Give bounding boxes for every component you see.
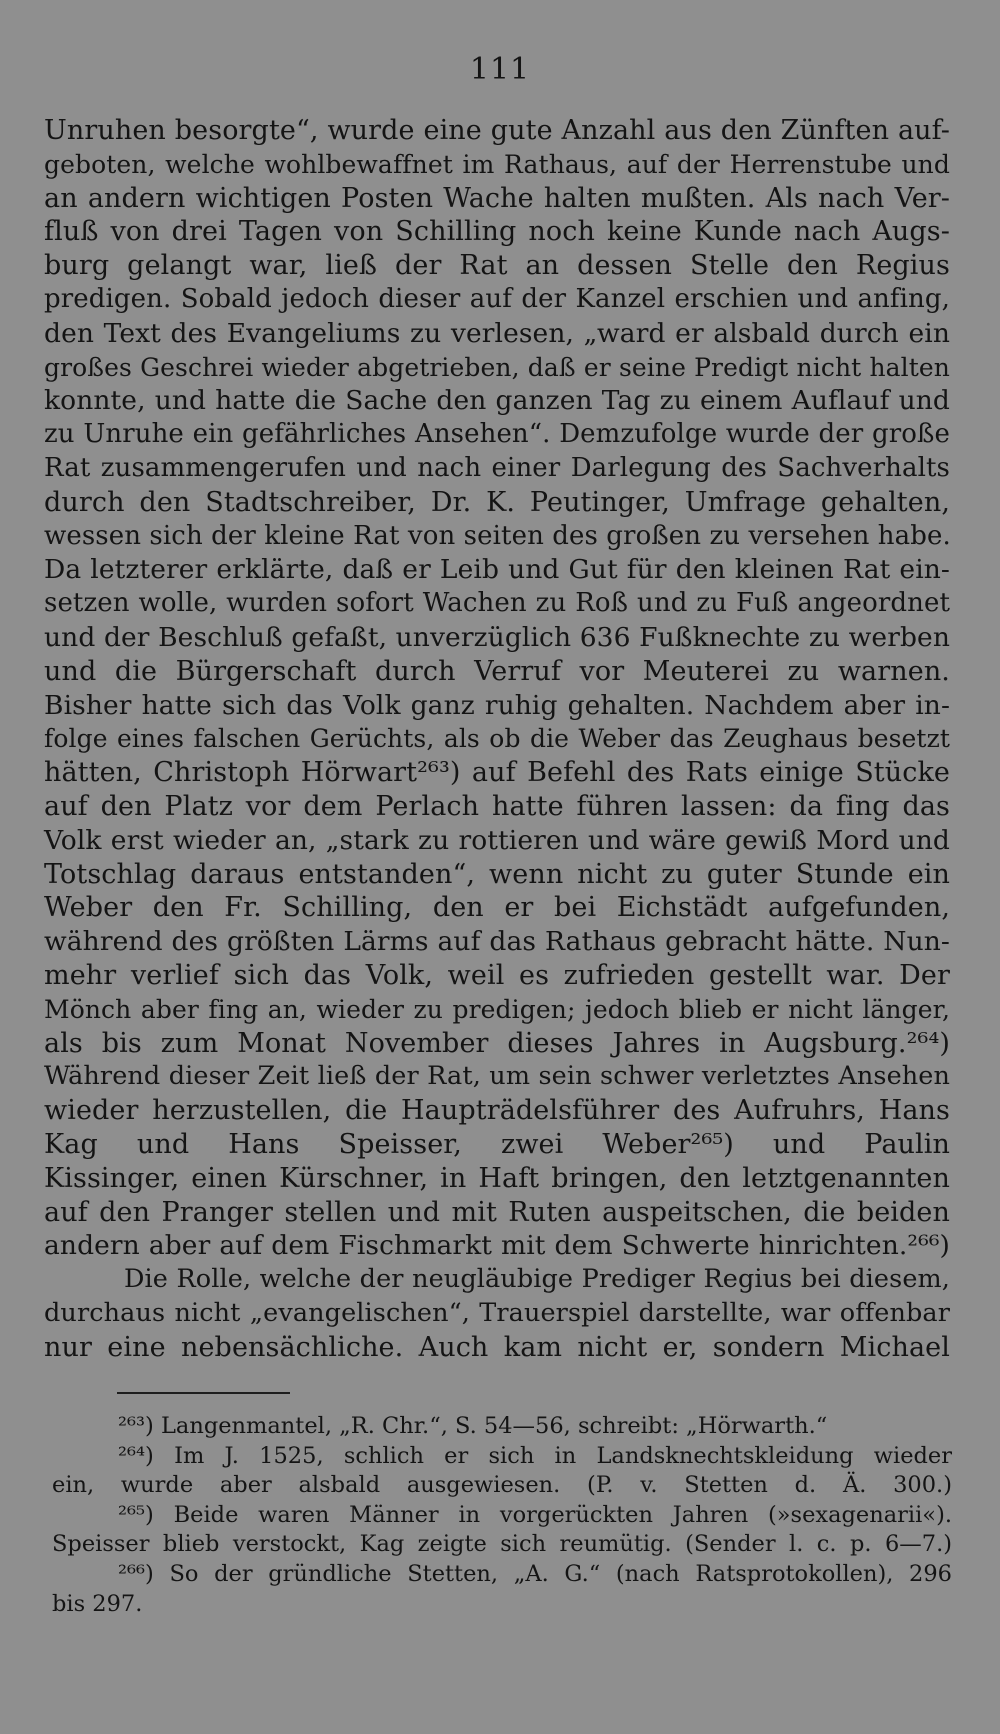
text-line: wessen sich der kleine Rat von seiten des großen zu versehen habe. [44,520,951,551]
main-text [44,114,950,1364]
text-line: als bis zum Monat November dieses Jahres in Augsburg.²⁶⁴) [44,1027,950,1059]
text-line: großes Geschrei wieder abgetrieben, daß er seine Predigt nicht halten [44,352,950,382]
footnote-line: ²⁶⁶) So der gründliche Stetten, „A. G.“ (nach Ratsprotokollen), 296 [118,1560,952,1587]
text-line: Da letzterer erklärte, daß er Leib und Gut für den kleinen Rat ein- [44,554,950,586]
text-line: Weber den Fr. Schilling, den er bei Eichstädt aufgefunden, [44,892,950,924]
text-line: setzen wolle, wurden sofort Wachen zu Roß und zu Fuß angeordnet [44,588,950,619]
page-number: 111 [469,52,531,87]
text-line: Rat zusammengerufen und nach einer Darlegung des Sachverhalts [44,452,950,483]
footnote-separator [117,1392,290,1394]
text-line: predigen. Sobald jedoch dieser auf der Kanzel erschien und anfing, [44,283,950,314]
text-line: an andern wichtigen Posten Wache halten mußten. Als nach Ver- [44,182,950,214]
text-line: hätten, Christoph Hörwart²⁶³) auf Befehl des Rats einige Stücke [44,757,950,789]
footnote-line: ²⁶³) Langenmantel, „R. Chr.“, S. 54—56, schreibt: „Hörwarth.“ [118,1413,828,1439]
text-line: Bisher hatte sich das Volk ganz ruhig gehalten. Nachdem aber in- [44,689,950,721]
footnote-line: Speisser blieb verstockt, Kag zeigte sich reumütig. (Sender l. c. p. 6—7.) [52,1531,952,1558]
footnote-line: ein, wurde aber alsbald ausgewiesen. (P. v. Stetten d. Ä. 300.) [52,1472,952,1499]
text-line: auf den Pranger stellen und mit Ruten auspeitschen, die beiden [44,1196,950,1228]
text-line: Kissinger, einen Kürschner, in Haft bringen, den letztgenannten [44,1162,950,1194]
text-line: Totschlag daraus entstanden“, wenn nicht zu guter Stunde ein [44,858,950,890]
text-line: andern aber auf dem Fischmarkt mit dem Schwerte hinrichten.²⁶⁶) [44,1230,950,1262]
text-line: folge eines falschen Gerüchts, als ob die Weber das Zeughaus besetzt [44,724,950,754]
text-line: mehr verlief sich das Volk, weil es zufrieden gestellt war. Der [44,959,950,991]
text-line: Kag und Hans Speisser, zwei Weber²⁶⁵) und Paulin [44,1128,950,1160]
text-line: zu Unruhe ein gefährliches Ansehen“. Demzufolge wurde der große [44,419,950,450]
text-line: Während dieser Zeit ließ der Rat, um sein schwer verletztes Ansehen [44,1061,950,1092]
text-line: fluß von drei Tagen von Schilling noch keine Kunde nach Augs- [44,216,950,248]
text-line: auf den Platz vor dem Perlach hatte führen lassen: da fing das [44,790,950,822]
footnotes [52,1412,952,1619]
text-line: durch den Stadtschreiber, Dr. K. Peutinger, Umfrage gehalten, [44,486,950,518]
text-line: den Text des Evangeliums zu verlesen, „ward er alsbald durch ein [44,317,950,349]
text-line: nur eine nebensächliche. Auch kam nicht er, sondern Michael [44,1331,950,1363]
text-line: Mönch aber fing an, wieder zu predigen; jedoch blieb er nicht länger, [44,994,950,1024]
text-line: und die Bürgerschaft durch Verruf vor Meuterei zu warnen. [44,655,950,687]
text-line: und der Beschluß gefaßt, unverzüglich 636 Fußknechte zu werben [44,621,950,653]
text-line: wieder herzustellen, die Haupträdelsführer des Aufruhrs, Hans [44,1095,950,1127]
text-line: Volk erst wieder an, „stark zu rottieren und wäre gewiß Mord und [44,824,950,856]
footnote-line: ²⁶⁴) Im J. 1525, schlich er sich in Landsknechtskleidung wieder [118,1442,952,1469]
text-line: konnte, und hatte die Sache den ganzen Tag zu einem Auflauf und [44,385,950,417]
text-line: Unruhen besorgte“, wurde eine gute Anzahl aus den Zünften auf- [44,115,950,146]
text-line: durchaus nicht „evangelischen“, Trauerspiel darstellte, war offenbar [44,1297,950,1328]
footnote-line: bis 297. [52,1590,143,1617]
footnote-line: ²⁶⁵) Beide waren Männer in vorgerückten Jahren (»sexagenarii«). [118,1501,952,1528]
text-line: geboten, welche wohlbewaffnet im Rathaus, auf der Herrenstube und [44,149,950,179]
text-line: Die Rolle, welche der neugläubige Prediger Regius bei diesem, [124,1264,950,1295]
text-line: burg gelangt war, ließ der Rat an dessen Stelle den Regius [44,250,950,282]
text-line: während des größten Lärms auf das Rathaus gebracht hätte. Nun- [44,926,950,958]
